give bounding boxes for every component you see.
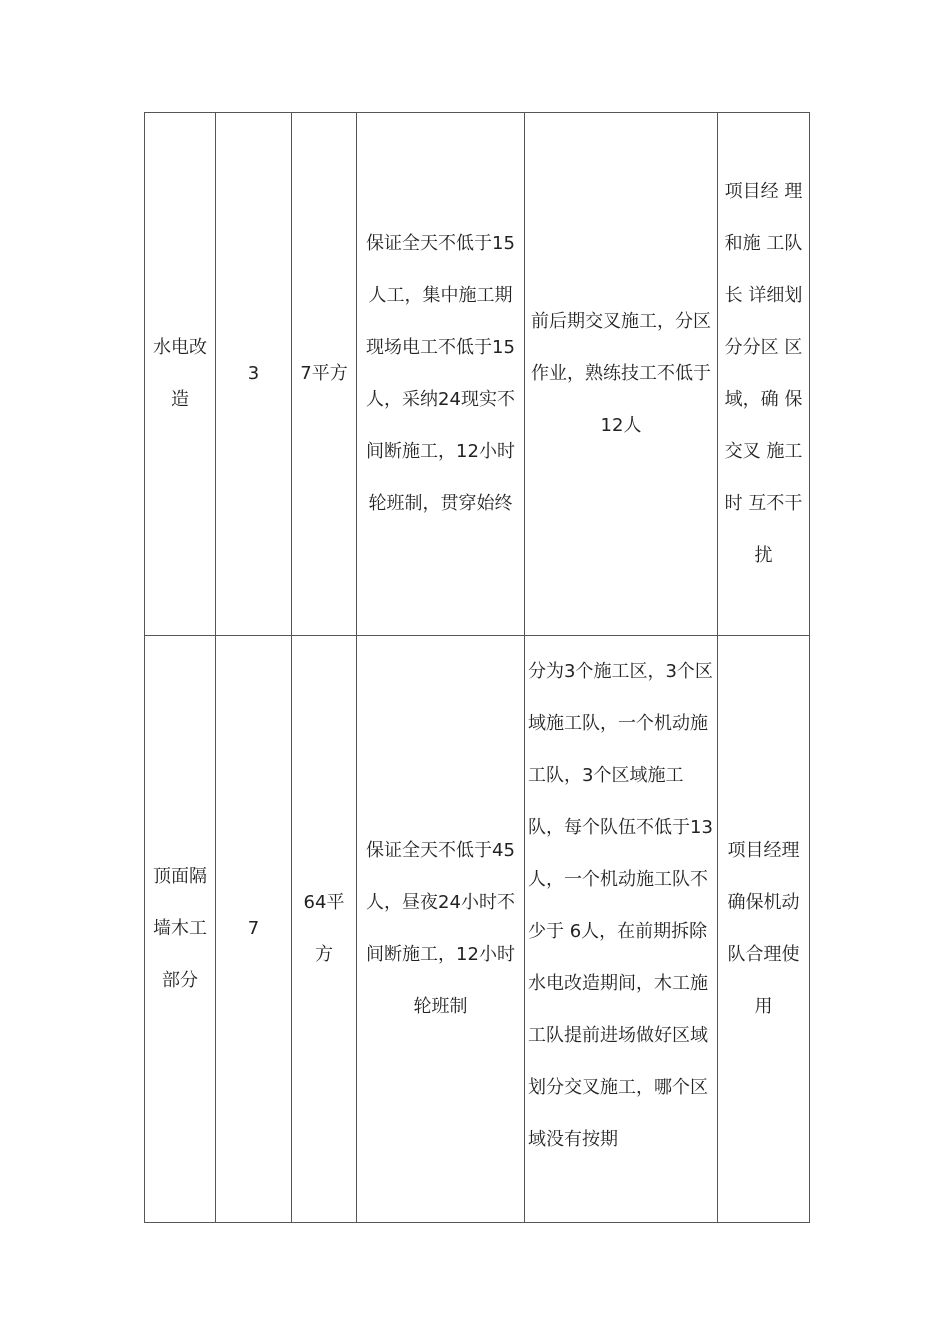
management-cell: 项目经理确保机动队合理使用 (718, 636, 810, 1223)
count-cell: 3 (216, 113, 292, 636)
table-row (145, 113, 810, 636)
item-cell: 顶面隔墙木工部分 (145, 636, 216, 1223)
item-cell: 水电改造 (145, 113, 216, 636)
staffing-cell: 保证全天不低于15人工，集中施工期现场电工不低于15人，采纳24现实不间断施工，12小时轮班制，贯穿始终 (357, 113, 525, 636)
table-row (145, 636, 810, 1223)
count-cell: 7 (216, 636, 292, 1223)
management-cell: 项目经 理和施 工队长 详细划分分区 区域，确 保交叉 施工时 互不干扰 (718, 113, 810, 636)
staffing-cell: 保证全天不低于45人，昼夜24小时不间断施工，12小时轮班制 (357, 636, 525, 1223)
construction-schedule-table (144, 112, 810, 1223)
area-cell: 7平方 (292, 113, 357, 636)
area-cell: 64平方 (292, 636, 357, 1223)
method-cell: 前后期交叉施工，分区作业，熟练技工不低于12人 (525, 113, 718, 636)
method-cell: 分为3个施工区，3个区域施工队，一个机动施工队，3个区域施工队，每个队伍不低于13人，一个机动施工队不少于 6人，在前期拆除水电改造期间，木工施工队提前进场做好区域划分交叉施工，哪个区域没有按期 (525, 636, 718, 1223)
